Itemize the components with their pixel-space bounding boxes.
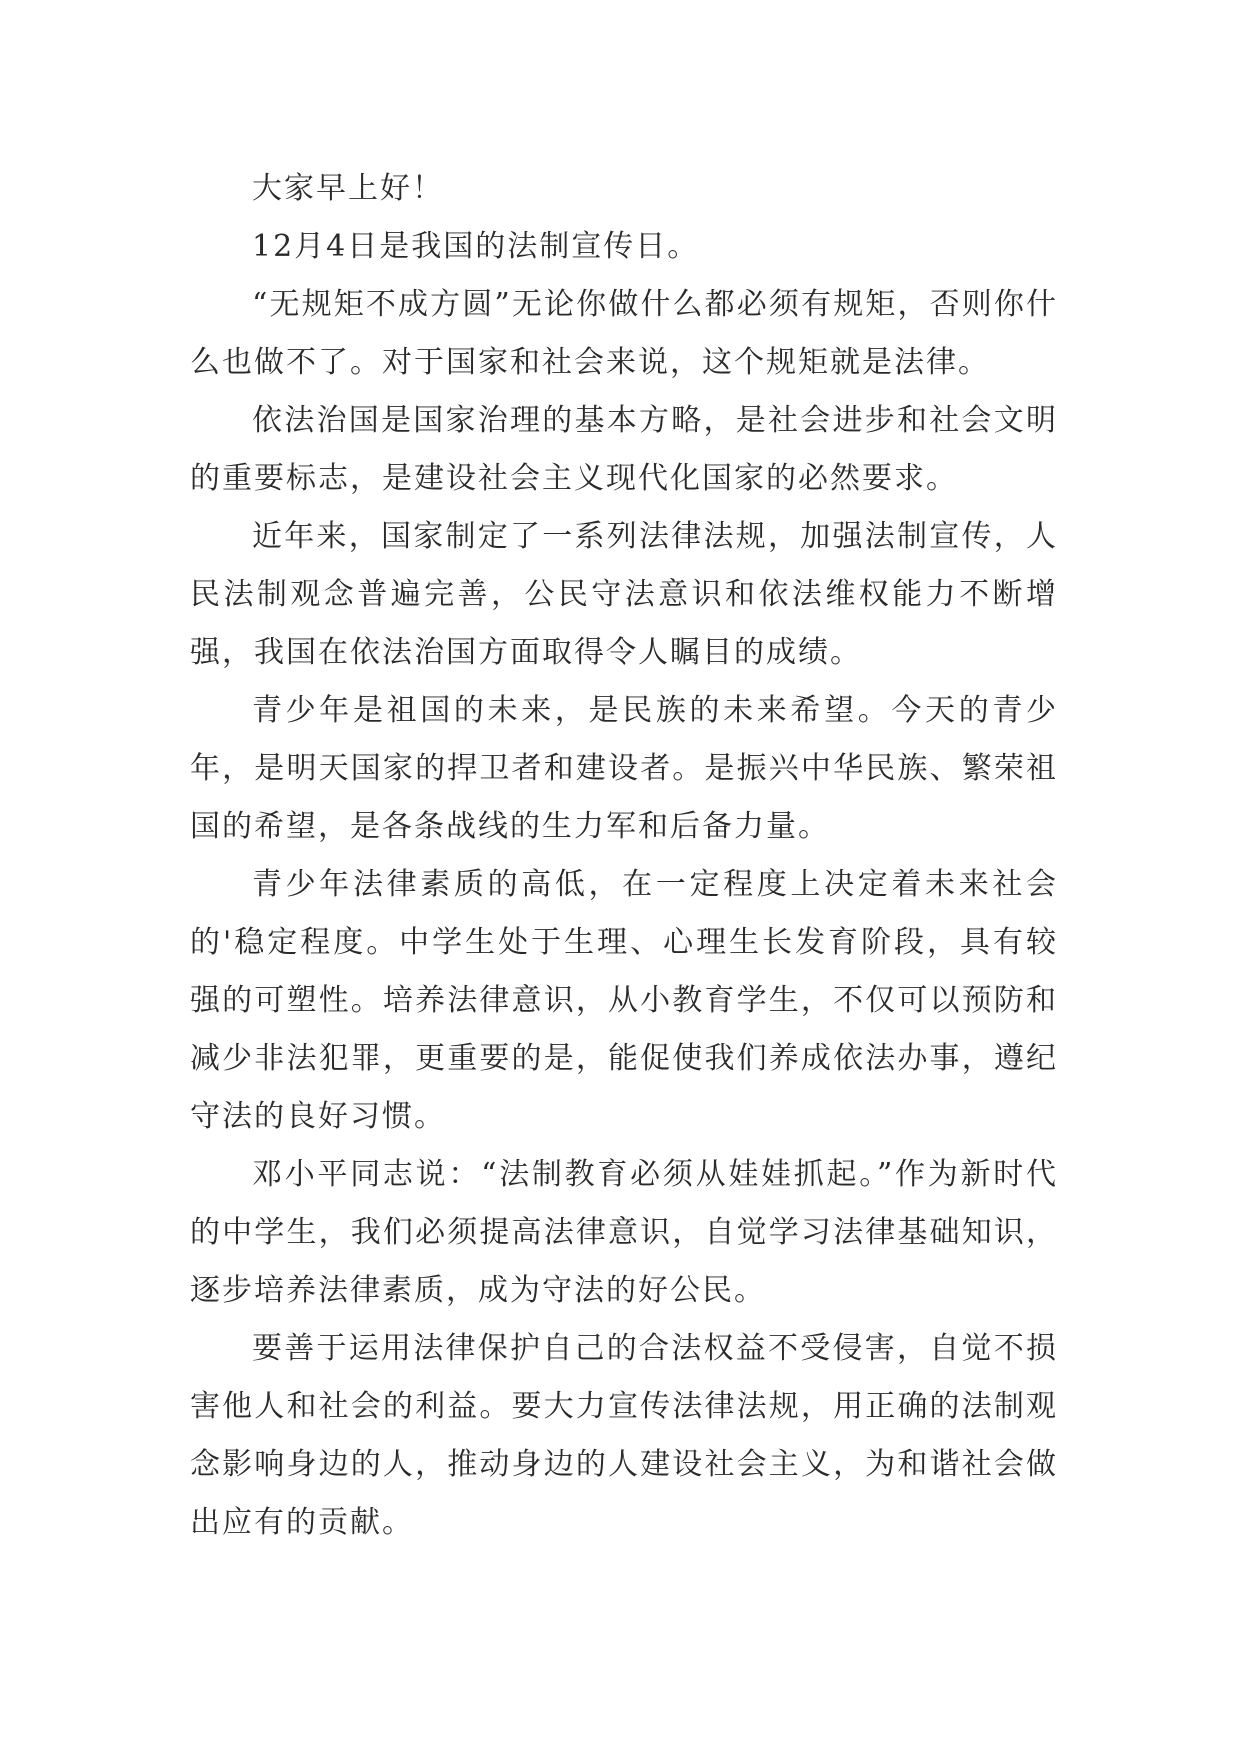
paragraph: 青少年是祖国的未来，是民族的未来希望。今天的青少年，是明天国家的捍卫者和建设者。是振兴中华民族、繁荣祖国的希望，是各条战线的生力军和后备力量。 [190,693,1058,844]
paragraph: 依法治国是国家治理的基本方略，是社会进步和社会文明的重要标志，是建设社会主义现代化国家的必然要求。 [190,403,1058,496]
document-body [190,160,1058,1552]
paragraph: “无规矩不成方圆”无论你做什么都必须有规矩，否则你什么也做不了。对于国家和社会来说，这个规矩就是法律。 [190,287,1058,380]
paragraph: 要善于运用法律保护自己的合法权益不受侵害，自觉不损害他人和社会的利益。要大力宣传法律法规，用正确的法制观念影响身边的人，推动身边的人建设社会主义，为和谐社会做出应有的贡献。 [190,1331,1058,1540]
paragraph: 邓小平同志说：“法制教育必须从娃娃抓起。”作为新时代的中学生，我们必须提高法律意识，自觉学习法律基础知识，逐步培养法律素质，成为守法的好公民。 [190,1157,1058,1308]
paragraph-date: 12月4日是我国的法制宣传日。 [252,229,700,264]
paragraph-greeting: 大家早上好！ [252,171,444,206]
paragraph: 青少年法律素质的高低，在一定程度上决定着未来社会的'稳定程度。中学生处于生理、心理生长发育阶段，具有较强的可塑性。培养法律意识，从小教育学生，不仅可以预防和减少非法犯罪，更重要的是，能促使我们养成依法办事，遵纪守法的良好习惯。 [190,867,1058,1134]
paragraph: 近年来，国家制定了一系列法律法规，加强法制宣传，人民法制观念普遍完善，公民守法意识和依法维权能力不断增强，我国在依法治国方面取得令人瞩目的成绩。 [190,519,1058,670]
